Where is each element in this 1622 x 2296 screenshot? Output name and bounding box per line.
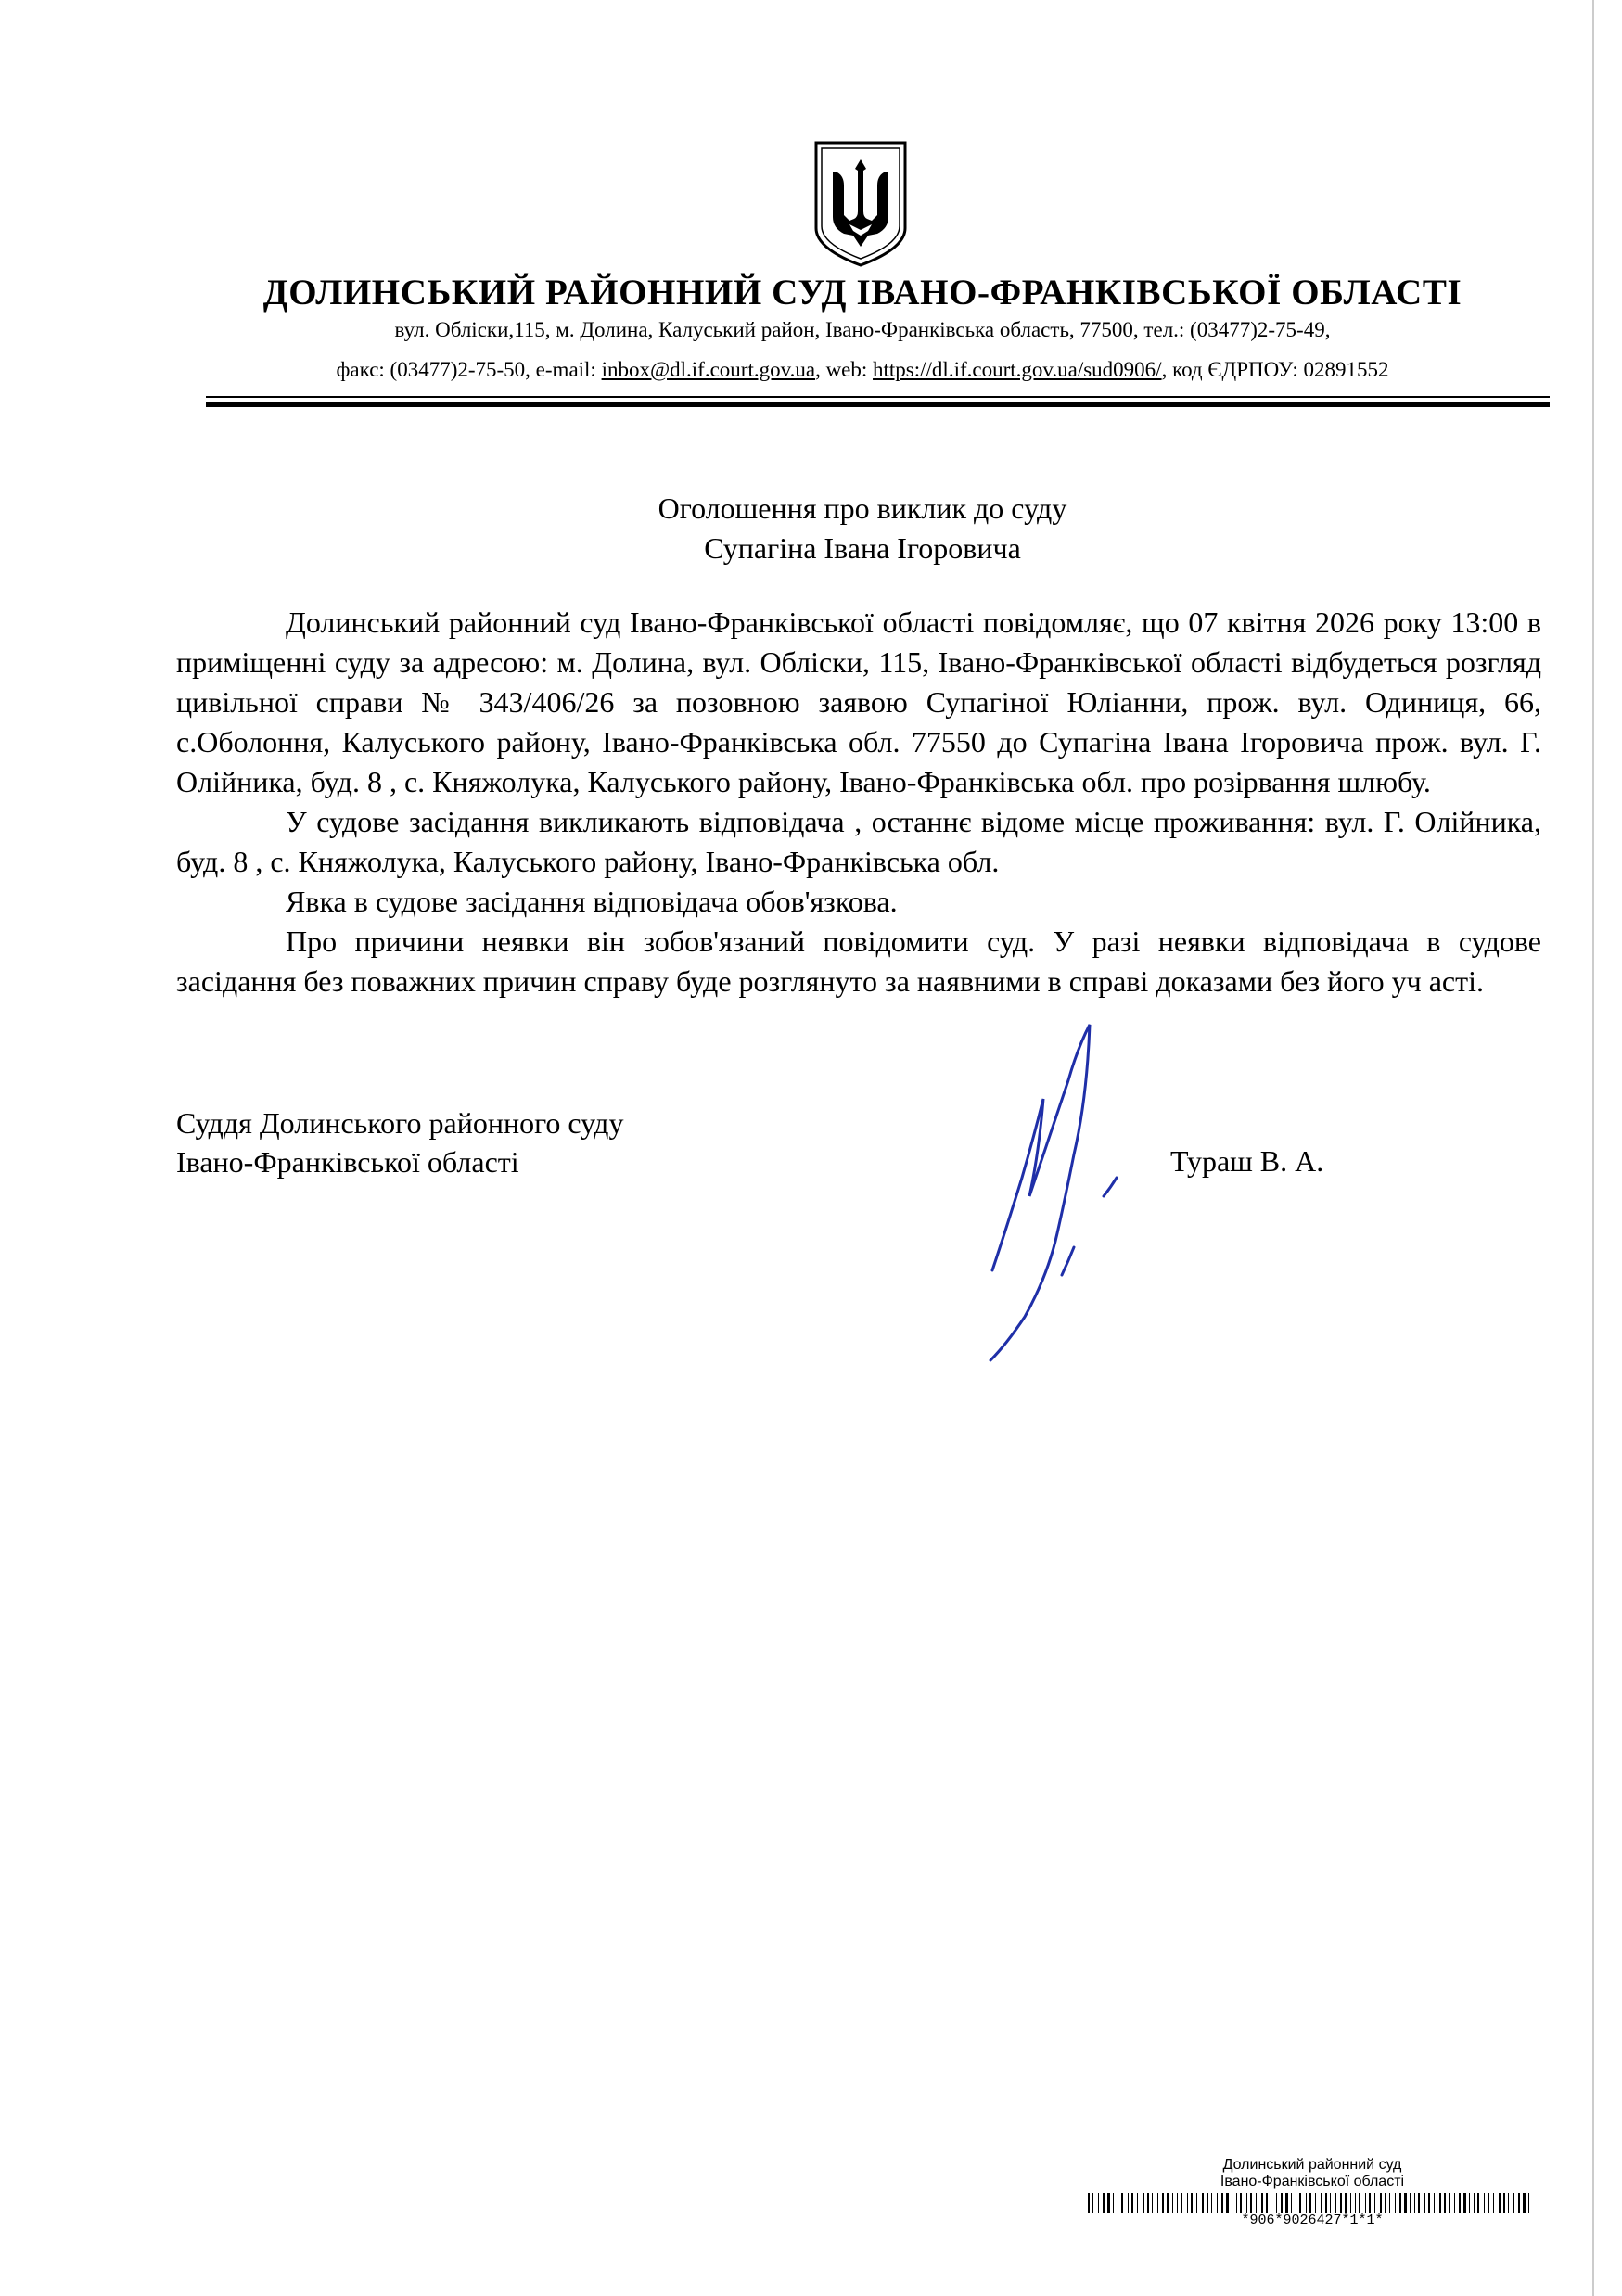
judge-title-line1: Суддя Долинського районного суду [176, 1106, 624, 1140]
email-link[interactable]: inbox@dl.if.court.gov.ua [601, 358, 816, 381]
stamp-court-line2: Івано-Франківської області [1220, 2174, 1405, 2189]
fax-prefix: факс: (03477)2-75-50, e-mail: [336, 358, 602, 381]
court-name-heading: ДОЛИНСЬКИЙ РАЙОННИЙ СУД ІВАНО-ФРАНКІВСЬКОЇ ОБЛАСТІ [262, 273, 1462, 313]
web-prefix: , web: [815, 358, 874, 381]
website-link[interactable]: https://dl.if.court.gov.ua/sud0906/ [873, 358, 1162, 381]
barcode-number: *906*9026427*1*1* [1241, 2213, 1384, 2228]
judge-name: Тураш В. А. [1170, 1144, 1324, 1178]
body-paragraph: У судове засідання викликають відповідача , останнє відоме місце проживання: вул. Г. Олійника, буд. 8 , с. Княжолука, Калуського району, Івано-Франківська обл. [176, 805, 1541, 878]
announcement-title-line1: Оголошення про виклик до суду [658, 491, 1067, 525]
coat-of-arms-emblem-icon [812, 139, 909, 269]
registry-stamp [1085, 2157, 1539, 2228]
header-divider-thin [206, 396, 1550, 398]
body-paragraph: Явка в судове засідання відповідача обов'язкова. [286, 885, 898, 918]
court-address-line: вул. Обліски,115, м. Долина, Калуський район, Івано-Франківська область, 77500, тел.: (03477)2-75-49, [394, 318, 1331, 341]
stamp-court-line1: Долинський районний суд [1222, 2157, 1402, 2173]
edrpou-code: , код ЄДРПОУ: 02891552 [1161, 358, 1389, 381]
court-contacts-line [158, 358, 1567, 382]
announcement-body [176, 603, 1541, 1001]
header-divider-thick [206, 402, 1550, 407]
judge-title [176, 1103, 623, 1181]
announcement-title-line2: Супагіна Івана Ігоровича [704, 531, 1021, 565]
judge-title-line2: Івано-Франківської області [176, 1145, 519, 1179]
handwritten-signature-icon [964, 997, 1187, 1363]
body-paragraph: Долинський районний суд Івано-Франківської області повідомляє, що 07 квітня 2026 року 13:00 в приміщенні суду за адресою: м. Долина, вул. Обліски, 115, Івано-Франківської області відбудеться розгляд цивільної справи № 343/406/26 за позовною заявою Супагіної Юліанни, прож. вул. Одиниця, 66, с.Оболоння, Калуського району, Івано-Франківська обл. 77550 до Супагіна Івана Ігоровича прож. вул. Г. Олійника, буд. 8 , с. Княжолука, Калуського району, Івано-Франківська обл. про розірвання шлюбу. [176, 606, 1541, 798]
announcement-title [185, 489, 1539, 568]
page-edge-shadow [1592, 0, 1594, 2296]
barcode-icon [1088, 2193, 1537, 2213]
body-paragraph: Про причини неявки він зобов'язаний повідомити суд. У разі неявки відповідача в судове засідання без поважних причин справу буде розглянуто за наявними в справі доказами без його уч асті. [176, 925, 1541, 998]
